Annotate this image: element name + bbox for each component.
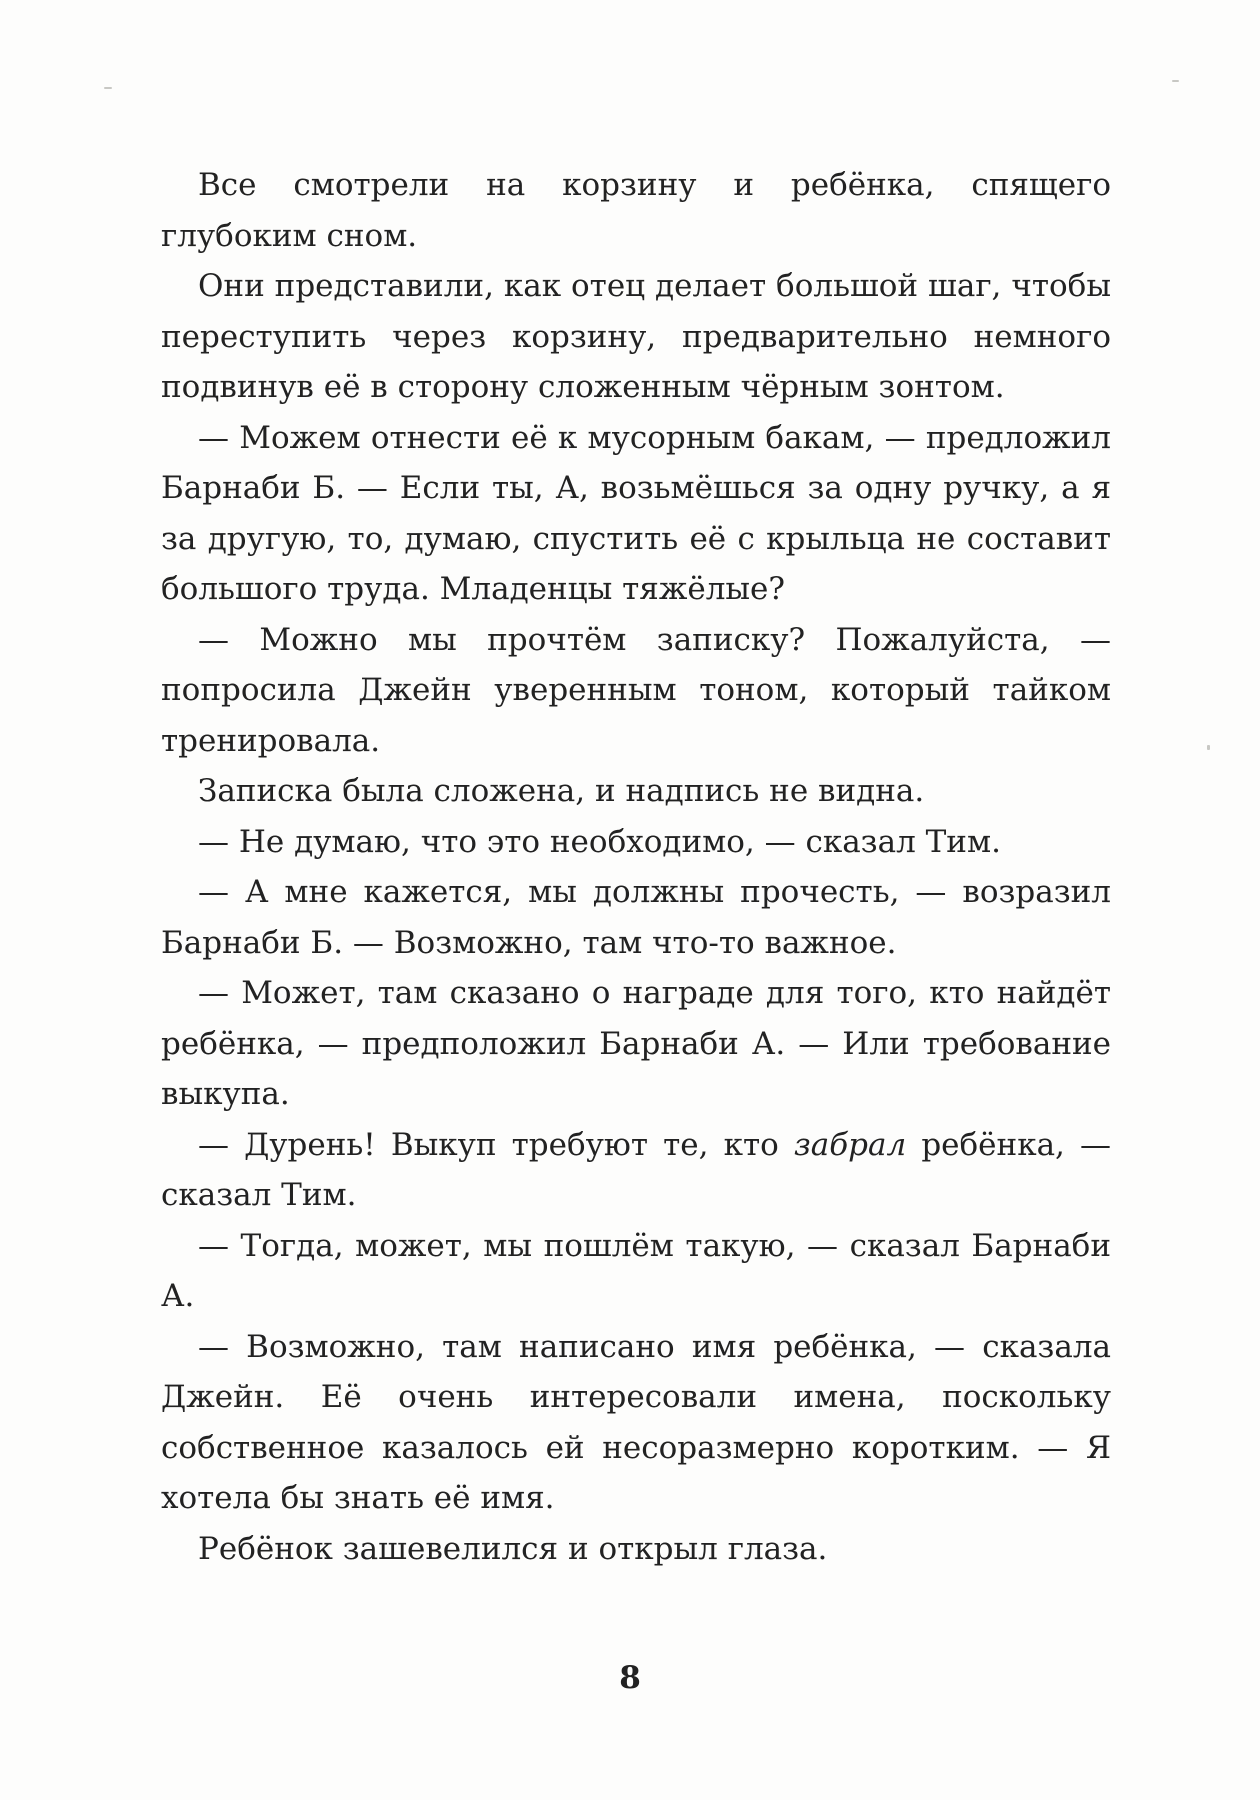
paragraph: — Возможно, там написано имя ребёнка, — сказала Джейн. Её очень интересовали имена, поскольку собственное казалось ей несоразмерно коротким. — Я хотела бы знать её имя. [161, 1328, 1111, 1516]
page-number: 8 [619, 1660, 641, 1696]
paragraph: Они представили, как отец делает большой шаг, чтобы переступить через корзину, предварительно немного подвинув её в сторону сложенным чёрным зонтом. [161, 268, 1111, 405]
paragraph: — Не думаю, что это необходимо, — сказал Тим. [198, 823, 1001, 860]
paper-speck [1207, 745, 1210, 750]
paragraph: — Можем отнести её к мусорным бакам, — предложил Барнаби Б. — Если ты, А, возьмёшься за одну ручку, а я за другую, то, думаю, спустить её с крыльца не составит большого труда. Младенцы тяжёлые? [161, 419, 1111, 607]
paragraph: Все смотрели на корзину и ребёнка, спящего глубоким сном. [161, 167, 1111, 254]
paragraph [161, 1120, 1111, 1221]
paragraph: — Тогда, может, мы пошлём такую, — сказал Барнаби А. [161, 1227, 1111, 1314]
paragraph: — А мне кажется, мы должны прочесть, — возразил Барнаби Б. — Возможно, там что-то важное. [161, 874, 1111, 961]
paragraph-text: — Дурень! Выкуп требуют те, кто [198, 1126, 794, 1163]
paragraph: Ребёнок зашевелился и открыл глаза. [198, 1530, 828, 1567]
paragraph: — Может, там сказано о награде для того, кто найдёт ребёнка, — предположил Барнаби А. — Или требование выкупа. [161, 975, 1111, 1112]
body-text [161, 160, 1111, 1574]
paragraph-text: ребёнка, — сказал Тим. [161, 1126, 1111, 1213]
paragraph: Записка была сложена, и надпись не видна. [198, 773, 925, 809]
paper-speck [1172, 80, 1179, 82]
paragraph: — Можно мы прочтём записку? Пожалуйста, — попросила Джейн уверенным тоном, который тайком тренировала. [161, 621, 1111, 759]
emphasized-word: забрал [793, 1126, 907, 1163]
paper-speck [104, 87, 112, 89]
